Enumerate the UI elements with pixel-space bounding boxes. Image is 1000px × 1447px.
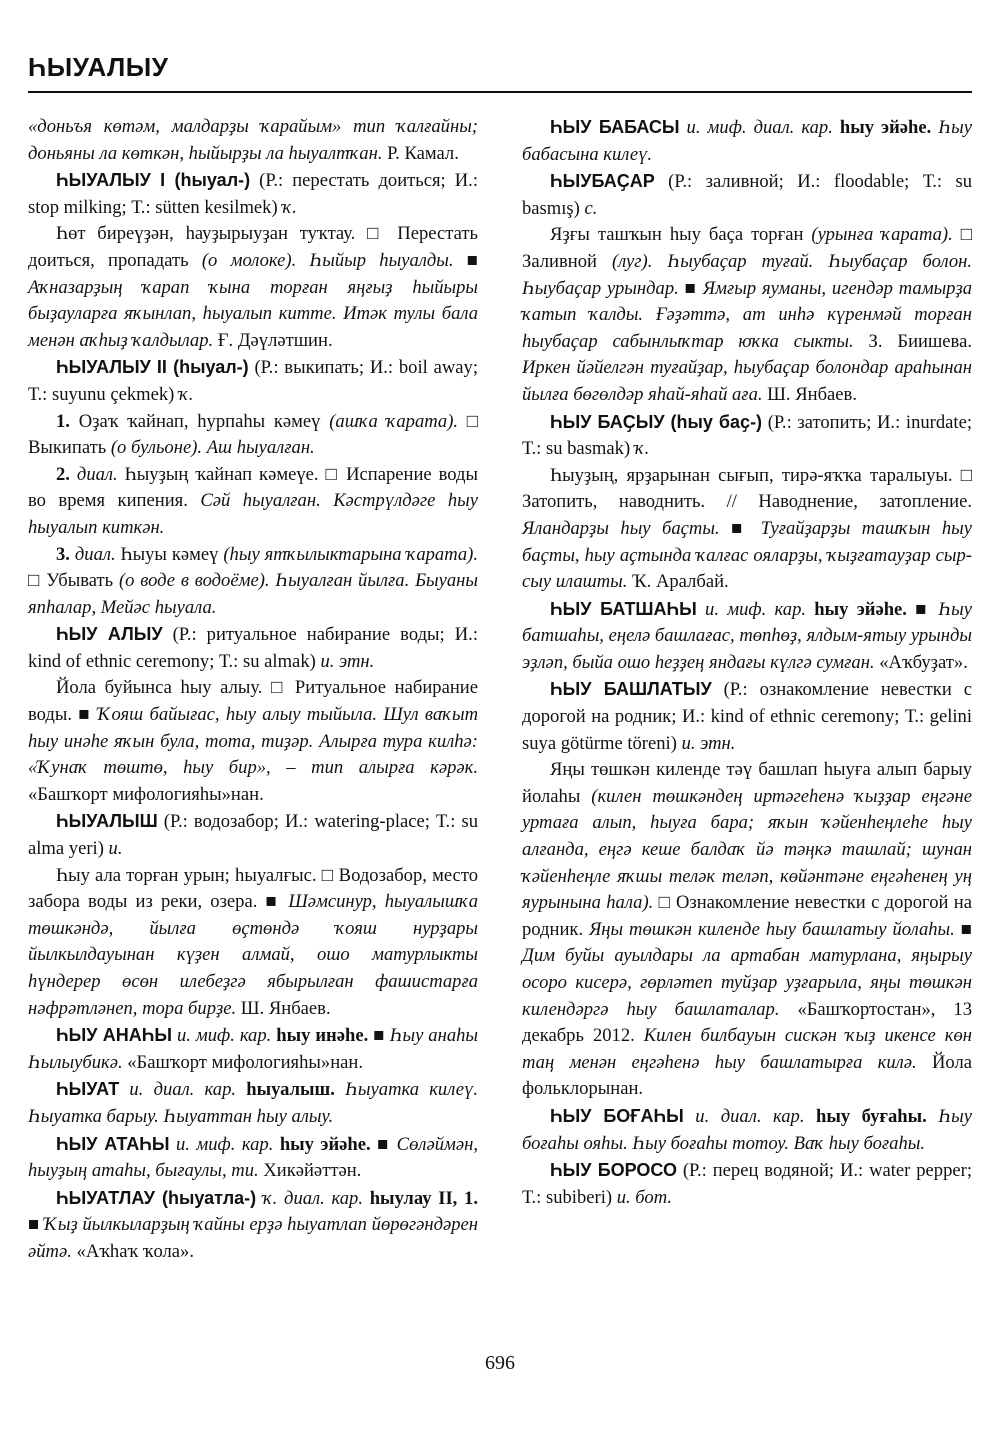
entry-headword-line: ҺЫУ БАШЛАТЫУ (Р.: ознакомление невестки с дорогой на родник; И.: kind of ethnic ceremony; Т.: gelini suya götürme töreni) и. этн. [522,679,972,754]
header-rule [28,91,972,93]
entry-definition: 2. диал. Һыуҙың ҡайнап кәмеүе. □ Испарение воды во время кипения. Сәй һыуалған. Кәстрүлдәге һыу һыуалып киткән. [28,463,478,538]
entry-definition: Йола буйынса һыу алыу. □ Ритуальное набирание воды. ■ Ҡояш байығас, һыу алыу тыйыла. Шул ваҡыт һыу инәһе яҡын була, тота, тиҙәр. Алырға тура килһә: «Ҡунаҡ төштө, һыу бир», – тип алырға кәрәк. «Башҡорт мифологияһы»нан. [28,677,478,805]
entry-headword-line: ҺЫУ БАБАСЫ и. миф. диал. кар. һыу эйәһе. Һыу бабасына килеү. [522,117,972,165]
page-number: 696 [485,1352,515,1374]
entry-headword-line: ҺЫУ БАТШАҺЫ и. миф. кар. һыу эйәһе. ■ Һыу батшаһы, еңелә башлағас, төпһөҙ, ялдым-ятыу урынды эҙләп, быйа ошо һеҙҙең яндағы күлгә сумған. «Аҡбуҙат». [522,598,973,673]
entry-headword-line: ҺЫУБАҪАР (Р.: заливной; И.: floodable; Т.: su basmış) с. [522,171,972,219]
entry-definition: 1. Оҙаҡ ҡайнап, һурпаһы кәмеү (ашҡа ҡарата). □ Выкипать (о бульоне). Аш һыуалған. [28,410,479,459]
entry-headword-line: ҺЫУ БОҒАҺЫ и. диал. кар. һыу буғаһы. Һыу боғаһы ояһы. Һыу боғаһы тотоу. Ваҡ һыу боғаһы. [522,1105,972,1154]
entry-continuation: «доньъя көтәм, малдарҙы ҡарайым» тип ҡалғайны; доньяны ла көткән, һыйырҙы ла һыуалтҡан. Р. Камал. [28,116,478,164]
entry-headword-line: ҺЫУАЛЫУ I (һыуал-) (Р.: перестать доиться; И.: stop milking; Т.: sütten kesilmek) ҡ. [28,170,478,218]
entry-definition: Яңы төшкән киленде тәү башлап һыуға алып барыу йолаһы (килен төшкәндең иртәгеһенә ҡыҙҙар еңгәне уртаға алып, һыуға бара; яҡын ҡәйенһеңлеһе һыу алғанда, еңгә кеше балдаҡ йә тәңкә ташлай; шунан ҡәйенһеңле яҡшы теләк теләп, көйәнтәне еңгәһенең уң яурынына һала). □ Ознакомление невестки с дорогой на родник. Яңы төшкән киленде һыу башлатыу йолаһы. ■ Дим буйы ауылдары ла артабан матурлана, яңырыу осоро кисерә, гөрләтеп туйҙар уҙғарыла, яңы төшкән килендәргә һыу башлаталар. «Башҡортостан», 13 декабрь 2012. Килен билбауын сискән ҡыҙ икенсе көн таң менән еңгәһенә һыу башлатырға килә. Йола фольклорынан. [522,759,972,1100]
entry-headword-line: ҺЫУ АТАҺЫ и. миф. кар. һыу эйәһе. ■ Сөләймән, һыуҙың атаһы, бығаулы, ти. Хикәйәттән. [28,1133,479,1182]
entry-headword-line: ҺЫУАЛЫШ (Р.: водозабор; И.: watering-place; Т.: su alma yeri) и. [28,811,478,860]
entry-headword-line: ҺЫУ АЛЫУ (Р.: ритуальное набирание воды; И.: kind of ethnic ceremony; Т.: su almak) и. этн. [28,624,478,672]
left-column [28,114,478,1266]
entry-headword-line: ҺЫУ БОРОСО (Р.: перец водяной; И.: water pepper; Т.: subiberi) и. бот. [522,1160,972,1208]
entry-headword-line: ҺЫУАЛЫУ II (һыуал-) (Р.: выкипать; И.: boil away; Т.: suyunu çekmek) ҡ. [28,357,479,405]
running-head: ҺЫУАЛЫУ [28,52,169,82]
entry-headword-line: ҺЫУ БАҪЫУ (һыу баҫ-) (Р.: затопить; И.: inurdate; Т.: su basmak) ҡ. [522,411,972,460]
entry-headword-line: ҺЫУАТ и. диал. кар. һыуалыш. Һыуатка килеү. Һыуатка барыу. Һыуаттан һыу алыу. [28,1079,478,1127]
entry-definition: Һыуҙың, ярҙарынан сығып, тирә-яҡҡа таралыуы. □ Затопить, наводнить. // Наводнение, затопление. Яландарҙы һыу баҫты. ■ Туғайҙарҙы ташҡын һыу баҫты, һыу аҫтында ҡалғас ояларҙы, ҡыҙғатауҙар сыр-сыу илашты. Ҡ. Аралбай. [522,464,973,593]
entry-headword-line: ҺЫУ АНАҺЫ и. миф. кар. һыу инәһе. ■ Һыу анаһы Һылыубикә. «Башҡорт мифологияһы»нан. [28,1025,479,1073]
entry-definition: Һөт биреүҙән, һауҙырыуҙан туҡтау. □ Перестать доиться, пропадать (о молоке). Һыйыр һыуалды. ■ Аҡназарҙың ҡарап ҡына торған яңғыҙ һыйыры быҙауларға яҡынлап, һыуалып китте. Итәк тулы бала менән аҡһыҙ ҡалдылар. Ғ. Дәүләтшин. [28,223,478,351]
entry-definition: 3. диал. Һыуы кәмеү (һыу ятҡылыктарына ҡарата). □ Убывать (о воде в водоёме). Һыуалған йылға. Быуаны япһалар, Мейәс һыуала. [28,543,478,618]
right-column [522,114,972,1211]
entry-headword-line: ҺЫУАТЛАУ (һыуатла-) ҡ. диал. кар. һыулау II, 1. ■ Ҡыҙ йылкыларҙың ҡайны ерҙә һыуатлап йөрөгәндәрен әйтә. «Аҡһаҡ ҡола». [28,1187,479,1262]
entry-definition: Һыу ала торған урын; һыуалғыс. □ Водозабор, место забора воды из реки, озера. ■ Шәмсинур, һыуалышҡа төшкәндә, йылға өҫтөндә ҡояш нурҙары йылкылдауынан күҙен алмай, ошо матурлыкты һүндерер өсөн илебеҙгә ябырылған фашистарға нәфрәтләнеп, тора бирҙе. Ш. Янбаев. [28,864,478,1019]
entry-definition: Яҙғы ташҡын һыу баҫа торған (урынға ҡарата). □ Заливной (луг). Һыубаҫар туғай. Һыубаҫар болон. Һыубаҫар урындар. ■ Ямғыр яуманы, игендәр тамырҙа ҡатып ҡалды. Ғәҙәттә, ат инһә күренмәй торған һыубаҫар сабынлыҡтар юҡка сыкты. З. Биишева. Иркен йәйелгән туғайҙар, һыубаҫар болондар араһынан йылға бөгөлдәр яһай-яһай аға. Ш. Янбаев. [522,224,973,405]
